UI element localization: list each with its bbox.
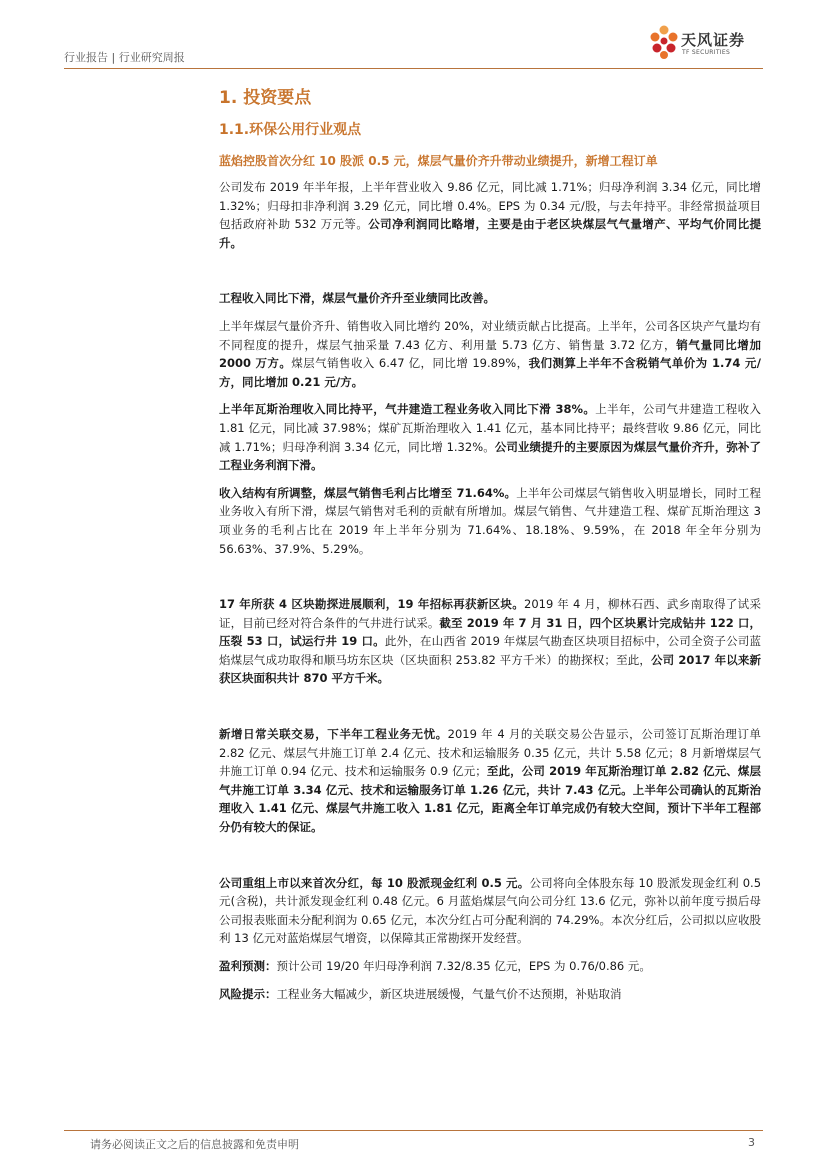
text-segment: 公司发布 2019 年半年报，上半年营业收入 9.86 亿元，同比减 1.71%；归母净利润 3.34 亿元，同比增 1.32%；归母扣非净利润 3.29 亿元，同比增 0.4%。EPS 为 0.34 元/股，与去年持平。非经常损益项目包括政府补助 532 万元等。 bbox=[219, 180, 761, 232]
text-segment: 上半年公司煤层气销售收入明显增长，同时工程业务收入有所下滑，煤层气销售对毛利的贡献有所增加。煤层气销售、气井建造工程、煤矿瓦斯治理这 3 项业务的毛利占比在 2019 年上半年分别为 71.64%、18.18%、9.59%，在 2018 年全年分别为 56.63%、37.9%、5.29%。 bbox=[219, 485, 762, 556]
article-body bbox=[219, 178, 761, 1012]
body-paragraph bbox=[219, 317, 761, 391]
text-segment: 2019 年 4 月，柳林石西、武乡南取得了试采证，目前已经对符合条件的气井进行试采。 bbox=[219, 597, 761, 630]
bold-text: 公司 2017 年以来新获区块面积共计 870 平方千米。 bbox=[219, 652, 762, 686]
logo-subtitle: TF SECURITIES bbox=[682, 49, 731, 56]
page-title: 1. 投资要点 bbox=[219, 88, 312, 108]
bold-text: 我们测算上半年不含税销气单价为 1.74 元/方，同比增加 0.21 元/方。 bbox=[219, 356, 762, 389]
text-segment: 预计公司 19/20 年归母净利润 7.32/8.35 亿元，EPS 为 0.76/0.86 元。 bbox=[276, 959, 651, 973]
body-paragraph bbox=[219, 874, 761, 948]
bold-text: 盈利预测： bbox=[219, 959, 277, 973]
text-segment: 上半年煤层气量价齐升、销售收入同比增约 20%，对业绩贡献占比提高。上半年，公司各区块产气量均有不同程度的提升，煤层气抽采量 7.43 亿方、利用量 5.73 亿方、销售量 3.72 亿方， bbox=[219, 318, 761, 352]
body-paragraph bbox=[219, 595, 761, 688]
bold-text: 风险提示： bbox=[219, 986, 277, 1001]
header-breadcrumb: 行业报告 | 行业研究周报 bbox=[64, 51, 185, 64]
logo-flower-icon bbox=[648, 24, 680, 64]
article-subtitle: 蓝焰控股首次分红 10 股派 0.5 元，煤层气量价齐升带动业绩提升，新增工程订单 bbox=[219, 154, 658, 168]
bold-text: 销气量同比增加 2000 万方。 bbox=[219, 337, 761, 371]
bold-text: 公司业绩提升的主要原因为煤层气量价齐升，弥补了工程业务利润下滑。 bbox=[219, 439, 761, 473]
bold-text: 工程收入同比下滑，煤层气量价齐升至业绩同比改善。 bbox=[219, 291, 495, 306]
footer-disclaimer: 请务必阅读正文之后的信息披露和免责申明 bbox=[90, 1138, 299, 1151]
text-segment: 2019 年 4 月的关联交易公告显示，公司签订瓦斯治理订单 2.82 亿元、煤层气井施工订单 2.4 亿元、技术和运输服务 0.35 亿元，共计 5.58 亿元；8 月新增煤层气井施工订单 0.94 亿元、技术和运输服务 0.9 亿元； bbox=[219, 727, 761, 779]
text-segment: 煤层气销售收入 6.47 亿，同比增 19.89%， bbox=[291, 356, 529, 371]
body-paragraph bbox=[219, 289, 761, 308]
text-segment: 此外，在山西省 2019 年煤层气勘查区块项目招标中，公司全资子公司蓝焰煤层气成功取得和顺马坊东区块（区块面积 253.82 平方千米）的勘探权；至此， bbox=[219, 634, 761, 667]
bold-text: 截至 2019 年 7 月 31 日，四个区块累计完成钻井 122 口，压裂 53 口，试运行井 19 口。 bbox=[219, 615, 761, 649]
body-paragraph bbox=[219, 484, 761, 558]
body-paragraph bbox=[219, 725, 761, 837]
bold-text: 公司重组上市以来首次分红，每 10 股派现金红利 0.5 元。 bbox=[219, 875, 530, 890]
logo-name: 天风证券 bbox=[681, 31, 746, 49]
page-number: 3 bbox=[748, 1136, 755, 1149]
company-logo bbox=[648, 22, 768, 68]
body-paragraph bbox=[219, 957, 761, 976]
body-paragraph bbox=[219, 985, 761, 1004]
body-paragraph bbox=[219, 400, 761, 474]
text-segment: 上半年，公司气井建造工程收入 1.81 亿元，同比减 37.98%；煤矿瓦斯治理收入 1.41 亿元，基本同比持平；最终营收 9.86 亿元，同比减 1.71%；归母净利润 3.34 亿元，同比增 1.32%。 bbox=[219, 402, 761, 454]
bold-text: 新增日常关联交易，下半年工程业务无忧。 bbox=[219, 727, 448, 742]
bold-text: 至此，公司 2019 年瓦斯治理订单 2.82 亿元、煤层气井施工订单 3.34 亿元、技术和运输服务订单 1.26 亿元，共计 7.43 亿元。上半年公司确认的瓦斯治理收入 1.41 亿元、煤层气井施工收入 1.81 亿元，距离全年订单完成仍有较大空间，预计下半年工程部分仍有较大的保证。 bbox=[219, 764, 761, 835]
bold-text: 17 年所获 4 区块勘探进展顺利，19 年招标再获新区块。 bbox=[219, 597, 525, 612]
text-segment: 公司将向全体股东每 10 股派发现金红利 0.5 元(含税)，共计派发现金红利 0.48 亿元。6 月蓝焰煤层气向公司分红 13.6 亿元，弥补以前年度亏损后母公司报表账面未分配利润为 0.65 亿元，本次分红占可分配利润的 74.29%。本次分红后，公司拟以应收股利 13 亿元对蓝焰煤层气增资，以保障其正常勘探开发经营。 bbox=[219, 875, 762, 946]
section-heading: 1.1.环保公用行业观点 bbox=[219, 122, 362, 138]
body-paragraph bbox=[219, 178, 761, 252]
footer-rule bbox=[64, 1130, 763, 1131]
bold-text: 公司净利润同比略增，主要是由于老区块煤层气气量增产、平均气价同比提升。 bbox=[219, 217, 761, 250]
text-segment: 工程业务大幅减少，新区块进展缓慢，气量气价不达预期，补贴取消 bbox=[276, 986, 622, 1001]
bold-text: 上半年瓦斯治理收入同比持平，气井建造工程业务收入同比下滑 38%。 bbox=[219, 402, 596, 417]
header-rule bbox=[64, 68, 763, 69]
bold-text: 收入结构有所调整，煤层气销售毛利占比增至 71.64%。 bbox=[219, 485, 517, 500]
